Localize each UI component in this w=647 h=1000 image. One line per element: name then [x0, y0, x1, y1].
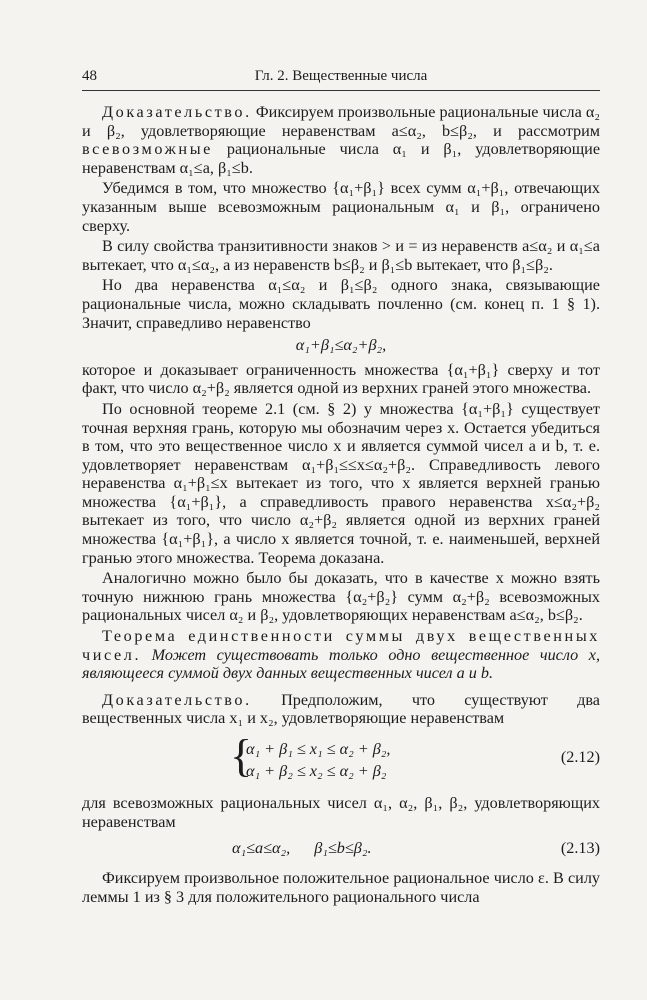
- chapter-title: Гл. 2. Вещественные числа: [254, 68, 428, 84]
- system-line-2: α₁ + β₂ ≤ x₂ ≤ α₂ + β₂: [246, 762, 387, 780]
- formula-2-13: [82, 837, 600, 859]
- paragraph-8: для всевозможных рациональных чисел α₁, α₂, β₁, β₂, удовлетворяющих неравенствам: [82, 794, 600, 831]
- page-body: [82, 103, 600, 906]
- system-line-1: α₁ + β₁ ≤ x₁ ≤ α₂ + β₂,: [246, 740, 391, 758]
- equation-number-2-12: (2.12): [560, 748, 600, 766]
- formula-sum-inequality: α₁+β₁≤α₂+β₂,: [295, 336, 387, 355]
- book-page: [82, 68, 600, 906]
- left-brace: {: [230, 730, 253, 781]
- spaced-word: всевозможные: [82, 140, 213, 159]
- page-number: 48: [82, 68, 97, 84]
- proof-paragraph: Доказательство. Предположим, что существуют два вещественных числа x₁ и x₂, удовлетворяющие неравенствам: [82, 690, 600, 728]
- theorem-paragraph: [82, 627, 600, 683]
- proof-label-2: Доказательство.: [102, 690, 252, 709]
- proof-label: Доказательство.: [102, 103, 252, 121]
- paragraph-4: Но два неравенства α₁≤α₂ и β₁≤β₂ одного знака, связывающие рациональные числа, можно складывать почленно (см. конец п. 1 § 1). Значит, справедливо неравенство: [82, 276, 600, 332]
- paragraph-6: По основной теореме 2.1 (см. § 2) у множества {α₁+β₁} существует точная верхняя грань, которую мы обозначим через x. Остается убедиться в том, что это вещественное число x и является суммой чисел a и b, т. е. удовлетворяет неравенствам α₁+β₁≤≤x≤α₂+β₂. Справедливость левого неравенства α₁+β₁≤x вытекает из того, что x является верхней гранью множества {α₁+β₁}, а справедливость правого неравенства x≤α₂+β₂ вытекает из того, что число α₂+β₂ является одной из верхних граней множества {α₁+β₁}, а число x является точной, т. е. наименьшей, верхней гранью этого множества. Теорема доказана.: [82, 399, 600, 567]
- paragraph-3: В силу свойства транзитивности знаков > и = из неравенств a≤α₂ и α₁≤a вытекает, что α₁≤α₂, а из неравенств b≤β₂ и β₁≤b вытекает, что β₁≤β₂.: [82, 237, 600, 274]
- theorem-statement: Может существовать только одно вещественное число x, являющееся суммой двух данных вещественных чисел a и b.: [82, 645, 600, 683]
- running-header: [82, 68, 600, 91]
- paragraph-9: Фиксируем произвольное положительное рациональное число ε. В силу леммы 1 из § 3 для положительного рационального числа: [82, 869, 600, 906]
- paragraph-proof-1: Доказательство. Фиксируем произвольные рациональные числа α₂ и β₂, удовлетворяющие неравенствам a≤α₂, b≤β₂, и рассмотрим всевозможные рациональные числа α₁ и β₁, удовлетворяющие неравенствам α₁≤a, β₁≤b.: [82, 103, 600, 177]
- theorem-title: Теорема единственности суммы двух вещественных чисел.: [82, 627, 600, 664]
- paragraph-5: которое и доказывает ограниченность множества {α₁+β₁} сверху и тот факт, что число α₂+β₂ является одной из верхних граней этого множества.: [82, 360, 600, 398]
- equation-number-2-13: (2.13): [560, 839, 600, 858]
- formula-2-13-expression: α₁≤a≤α₂, β₁≤b≤β₂.: [232, 839, 372, 858]
- paragraph-2: Убедимся в том, что множество {α₁+β₁} всех сумм α₁+β₁, отвечающих указанным выше всевозможным рациональным α₁ и β₁, ограничено сверху.: [82, 179, 600, 235]
- paragraph-7: Аналогично можно было бы доказать, что в качестве x можно взять точную нижнюю грань множества {α₂+β₂} сумм α₂+β₂ всевозможных рациональных чисел α₂ и β₂, удовлетворяющих неравенствам a≤α₂, b≤β₂.: [82, 569, 600, 625]
- system-of-inequalities: [82, 732, 600, 788]
